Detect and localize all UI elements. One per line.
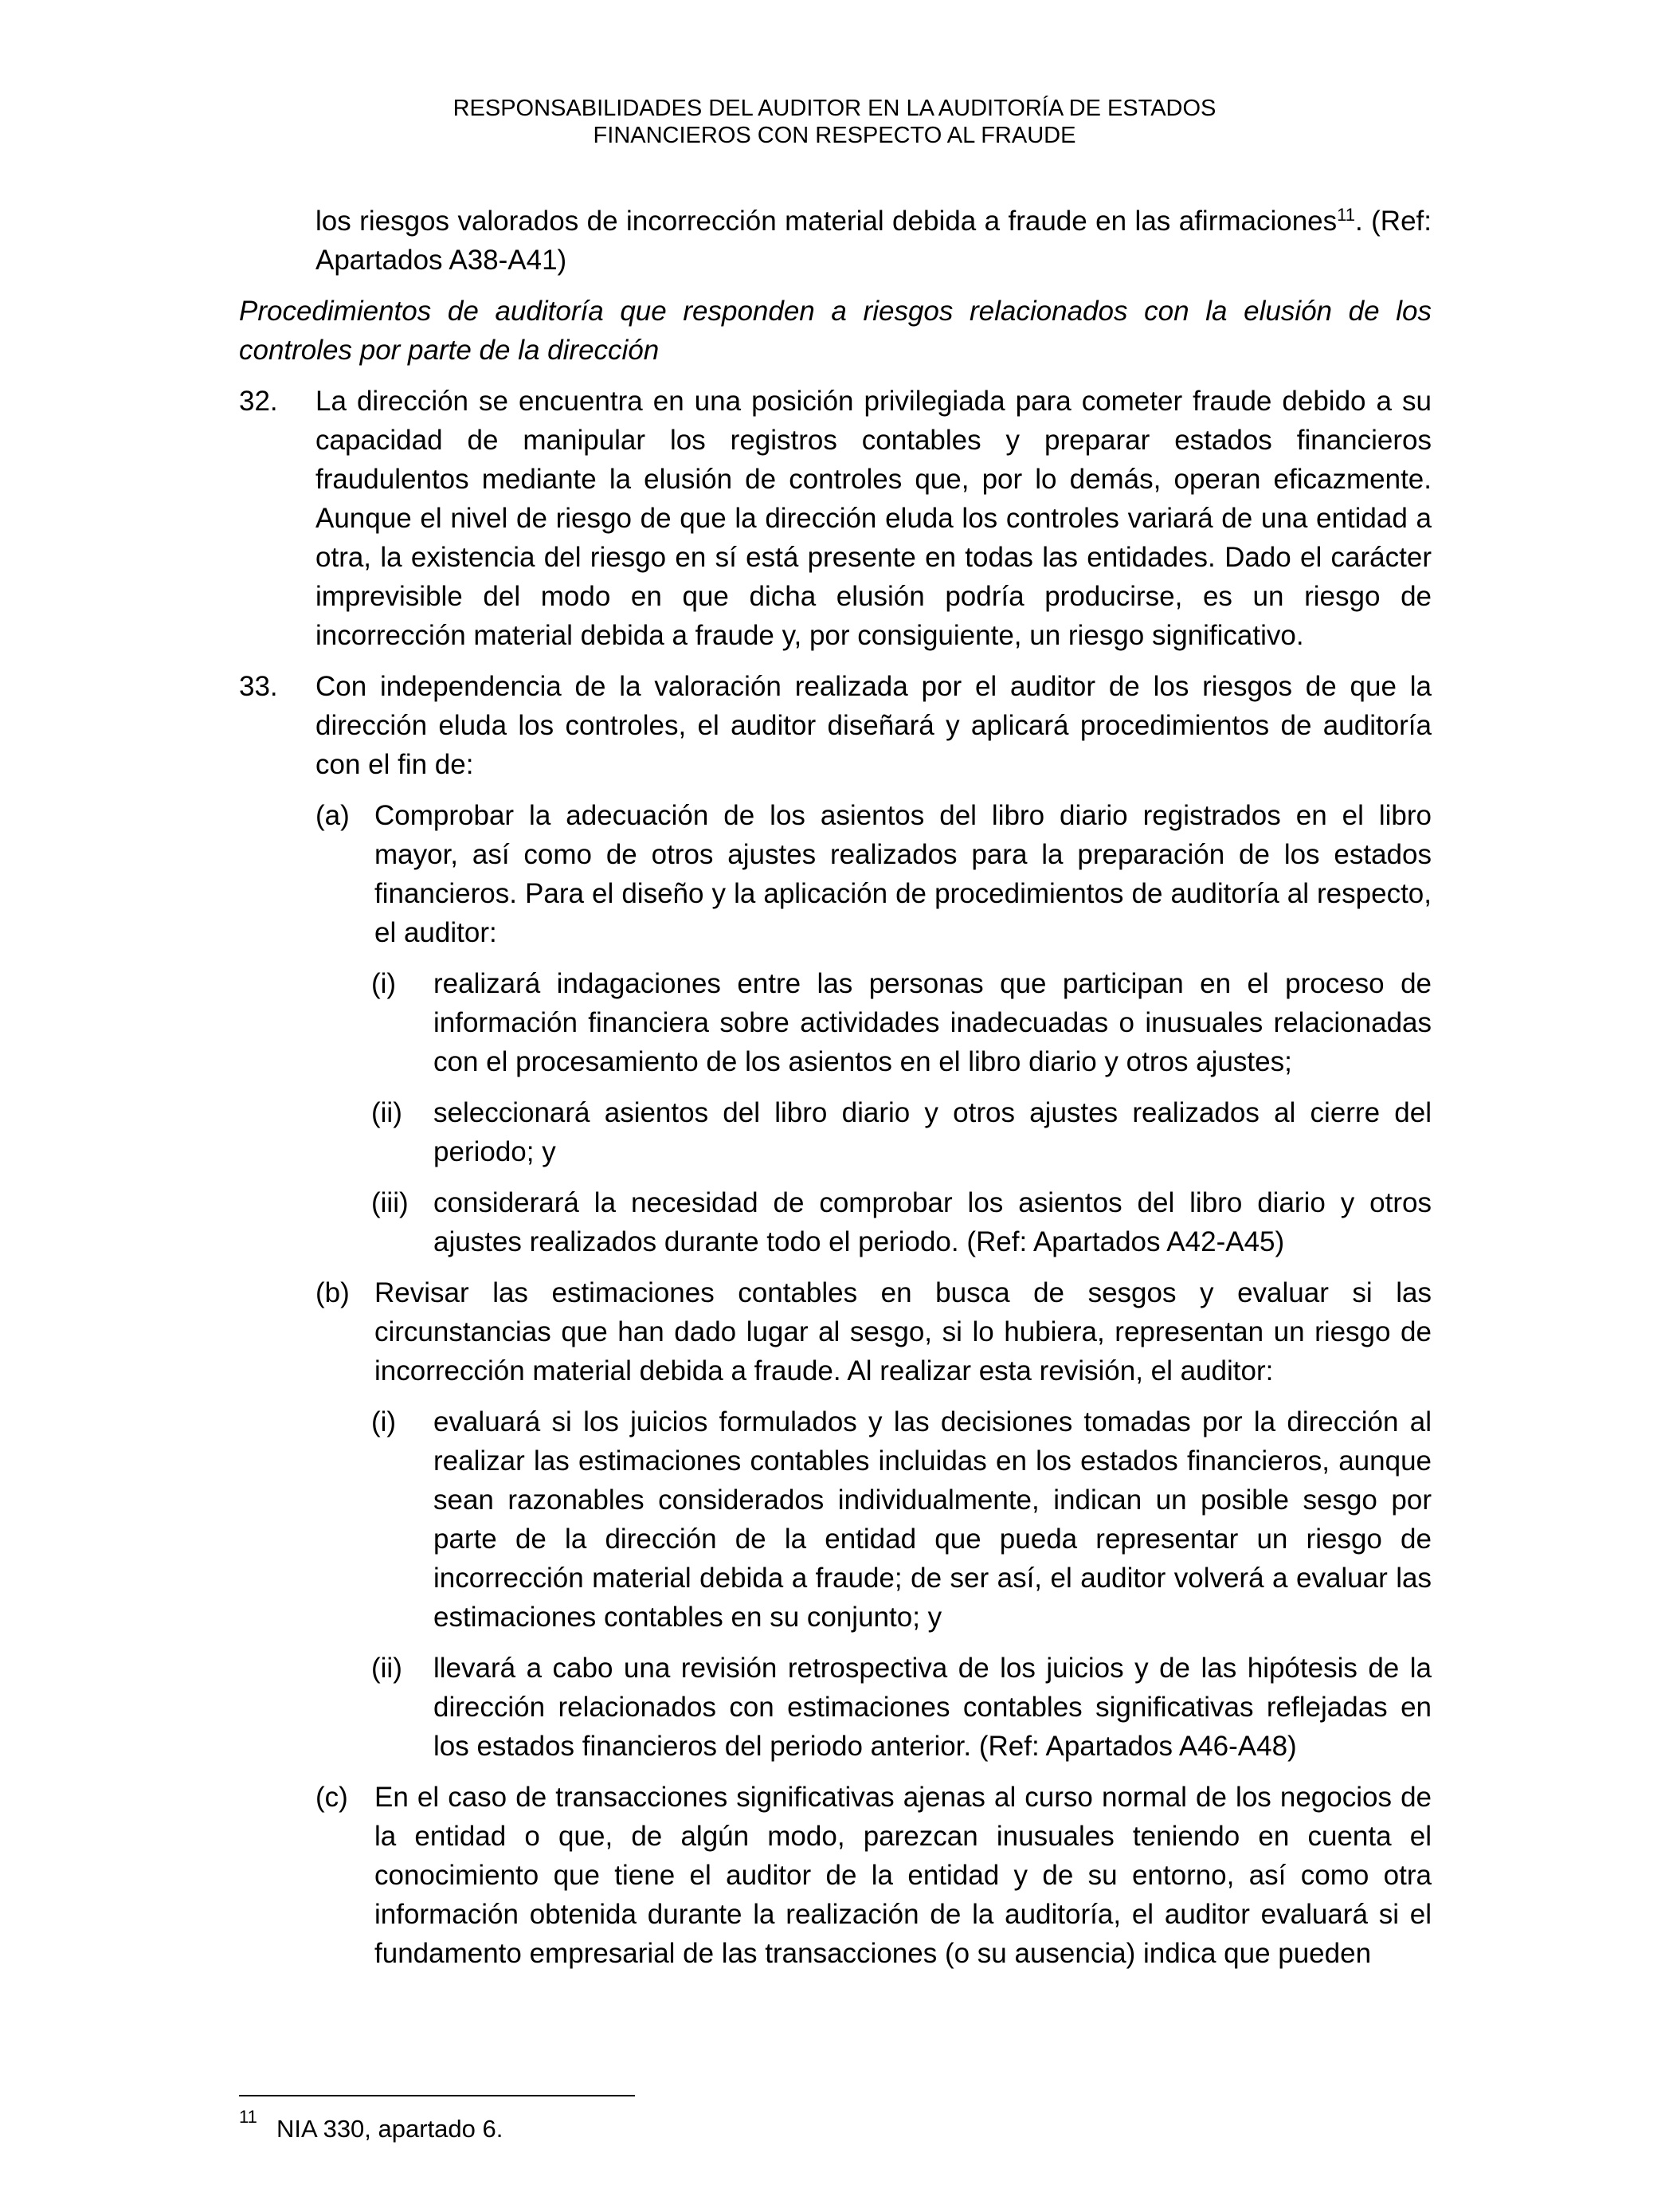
list-item-a-ii: [239, 1093, 1432, 1171]
subitem-text: llevará a cabo una revisión retrospectiva de los juicios y de las hipótesis de la dirección relacionados con estimaciones contables significativas reflejadas en los estados financieros del periodo anterior. (Ref: Apartados A46-A48): [433, 1653, 1432, 1762]
subitem-label: (i): [371, 1406, 397, 1437]
running-header: [0, 95, 1669, 149]
item-text: En el caso de transacciones significativas ajenas al curso normal de los negocios de la entidad o que, de algún modo, parezcan inusuales teniendo en cuenta el conocimiento que tiene el auditor de la entidad y de su entorno, así como otra información obtenida durante la realización de la auditoría, el auditor evaluará si el fundamento empresarial de las transacciones (o su ausencia) indica que pueden: [374, 1782, 1432, 1969]
footnote-number: 11: [239, 2107, 257, 2127]
subitem-text: considerará la necesidad de comprobar los asientos del libro diario y otros ajustes realizados durante todo el periodo. (Ref: Apartados A42-A45): [433, 1187, 1432, 1257]
paragraph-33: [239, 667, 1432, 784]
continuation-paragraph: los riesgos valorados de incorrección material debida a fraude en las afirmaciones$^{11}$. (Ref: Apartados A38-A41): [315, 205, 1432, 276]
subitem-label: (ii): [371, 1653, 402, 1684]
subitem-text: seleccionará asientos del libro diario y otros ajustes realizados al cierre del periodo; y: [433, 1097, 1432, 1167]
item-label: (b): [315, 1277, 350, 1308]
item-label: (a): [315, 800, 350, 831]
footnote-separator: [239, 2095, 635, 2096]
header-line-1: RESPONSABILIDADES DEL AUDITOR EN LA AUDITORÍA DE ESTADOS: [453, 96, 1216, 121]
paragraph-number: 33.: [239, 671, 278, 702]
paragraph-32: [239, 382, 1432, 655]
paragraph-text: La dirección se encuentra en una posición privilegiada para cometer fraude debido a su capacidad de manipular los registros contables y preparar estados financieros fraudulentos mediante la elusión de controles que, por lo demás, operan eficazmente. Aunque el nivel de riesgo de que la dirección eluda los controles variará de una entidad a otra, la existencia del riesgo en sí está presente en todas las entidades. Dado el carácter imprevisible del modo en que dicha elusión podría producirse, es un riesgo de incorrección material debida a fraude y, por consiguiente, un riesgo significativo.: [315, 386, 1432, 651]
subitem-text: realizará indagaciones entre las personas que participan en el proceso de información financiera sobre actividades inadecuadas o inusuales relacionadas con el procesamiento de los asientos en el libro diario y otros ajustes;: [433, 968, 1432, 1077]
section-subheading: Procedimientos de auditoría que responden a riesgos relacionados con la elusión de los controles por parte de la dirección: [239, 296, 1432, 366]
subitem-text: evaluará si los juicios formulados y las decisiones tomadas por la dirección al realizar las estimaciones contables incluidas en los estados financieros, aunque sean razonables considerados individualmente, indican un posible sesgo por parte de la dirección de la entidad que pueda representar un riesgo de incorrección material debida a fraude; de ser así, el auditor volverá a evaluar las estimaciones contables en su conjunto; y: [433, 1406, 1432, 1633]
list-item-a-i: [239, 964, 1432, 1081]
list-item-a: [239, 796, 1432, 952]
subitem-label: (iii): [371, 1187, 409, 1218]
list-item-c: [239, 1778, 1432, 1973]
item-label: (c): [315, 1782, 348, 1813]
item-text: Comprobar la adecuación de los asientos del libro diario registrados en el libro mayor, así como de otros ajustes realizados para la preparación de los estados financieros. Para el diseño y la aplicación de procedimientos de auditoría al respecto, el auditor:: [374, 800, 1432, 948]
paragraph-text: Con independencia de la valoración realizada por el auditor de los riesgos de que la dirección eluda los controles, el auditor diseñará y aplicará procedimientos de auditoría con el fin de:: [315, 671, 1432, 780]
list-item-b-i: [239, 1402, 1432, 1637]
paragraph-number: 32.: [239, 386, 278, 417]
subitem-label: (i): [371, 968, 397, 999]
item-text: Revisar las estimaciones contables en busca de sesgos y evaluar si las circunstancias que han dado lugar al sesgo, si lo hubiera, representan un riesgo de incorrección material debida a fraude. Al realizar esta revisión, el auditor:: [374, 1277, 1432, 1386]
header-line-2: FINANCIEROS CON RESPECTO AL FRAUDE: [593, 123, 1076, 148]
footnote-text: NIA 330, apartado 6.: [276, 2115, 503, 2143]
subitem-label: (ii): [371, 1097, 402, 1128]
list-item-b: [239, 1273, 1432, 1390]
footnote-reference[interactable]: 11: [1337, 205, 1355, 225]
list-item-b-ii: [239, 1649, 1432, 1766]
list-item-a-iii: [239, 1183, 1432, 1261]
body-content: [239, 202, 1432, 1985]
